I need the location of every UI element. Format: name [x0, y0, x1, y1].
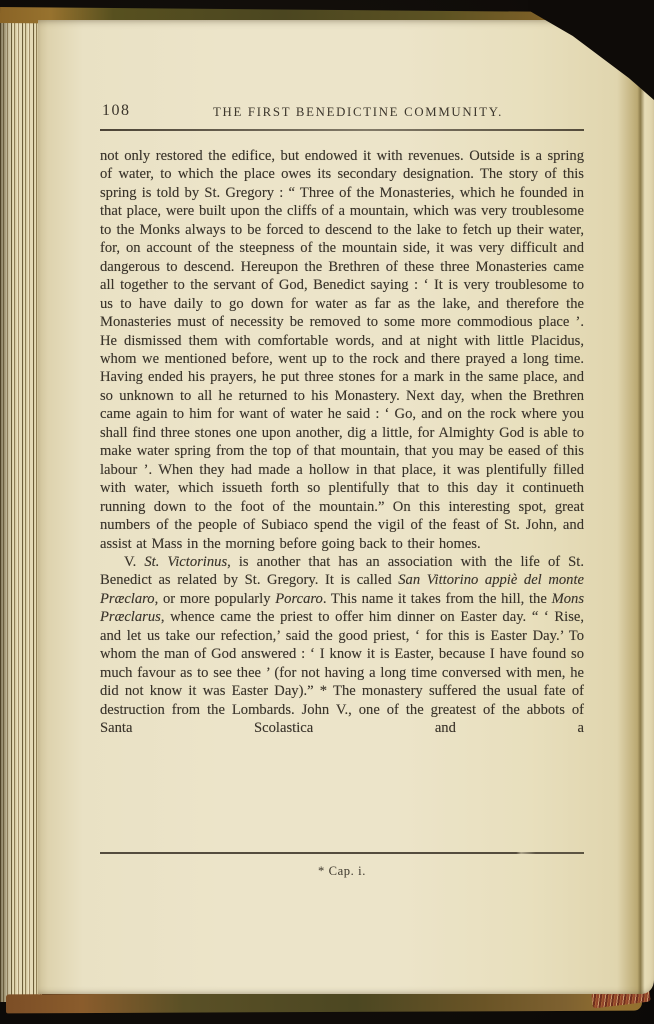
footnote-rule	[100, 852, 584, 854]
header-rule	[100, 129, 584, 131]
body-text: , is another that has an association with the life of St. Benedict as related by St. Gregory. It is called	[100, 553, 584, 589]
italic-text: San Vittorino appiè del monte Præclaro	[100, 572, 584, 607]
italic-text: Mons Præclarus	[100, 590, 584, 626]
book-cover-bottom-edge	[6, 992, 642, 1014]
book-page	[38, 20, 654, 994]
body-text: , whence came the priest to offer him dinner on Easter day. “ ‘ Rise, and let us take our refection,’ said the good priest, ‘ for this is Easter Day.’ To whom the man of God answered : ‘ I know it is Easter, because I have found so much favour as to see thee ’ (for not having a long time conversed with men, he did not know it was Easter Day).” * The monastery suffered the usual fate of destruction from the Lombards. John V., one of the greatest of the abbots of Santa Scolastica and a	[100, 609, 584, 737]
italic-text: Porcaro	[275, 590, 323, 607]
paragraph	[100, 553, 584, 738]
footnote: * Cap. i.	[317, 864, 367, 878]
italic-text: St. Victorinus	[144, 553, 228, 570]
page-stack-edges	[0, 18, 42, 1002]
body-text: V.	[124, 553, 145, 570]
body-text: . This name it takes from the hill, the	[322, 590, 552, 607]
text-block	[100, 147, 584, 738]
running-header: THE FIRST BENEDICTINE COMMUNITY.	[213, 105, 503, 119]
paragraph	[100, 147, 584, 553]
page-number: 108	[102, 102, 131, 119]
body-text: not only restored the edifice, but endowed it with revenues. Outside is a spring of water, to which the place owes its secondary designation. The story of this spring is told by St. Gregory : “ Three of the Monasteries, which he founded in that place, were built upon the cliffs of a mountain, which was very troublesome to the Monks always to be forced to descend to the lake to fetch up their water, for, on account of the steepness of the mountain side, it was very difficult and dangerous to descend. Hereupon the Brethren of these three Monasteries came all together to the servant of God, Benedict saying : ‘ It is very troublesome to us to have daily to go down for water as far as the lake, and therefore the Monasteries must of necessity be removed to some more commodious place ’. He dismissed them with comfortable words, and at night with little Placidus, whom we mentioned before, went up to the rock and there prayed a long time. Having ended his prayers, he put three stones for a mark in the same place, and so unknown to all he returned to his Monastery. Next day, when the Brethren came again to him for want of water he said : ‘ Go, and on the rock where you shall find three stones one upon another, dig a little, for Almighty God is able to make water spring from the top of that mountain, that you may be eased of this labour ’. When they had made a hollow in that place, it was plentifully filled with water, which issueth forth so plentifully that to this day it continueth running down to the foot of the mountain.” On this interesting spot, great numbers of the people of Subiaco spend the vigil of the feast of St. John, and assist at Mass in the morning before going back to their homes.	[100, 148, 584, 552]
body-text: , or more popularly	[154, 590, 276, 607]
